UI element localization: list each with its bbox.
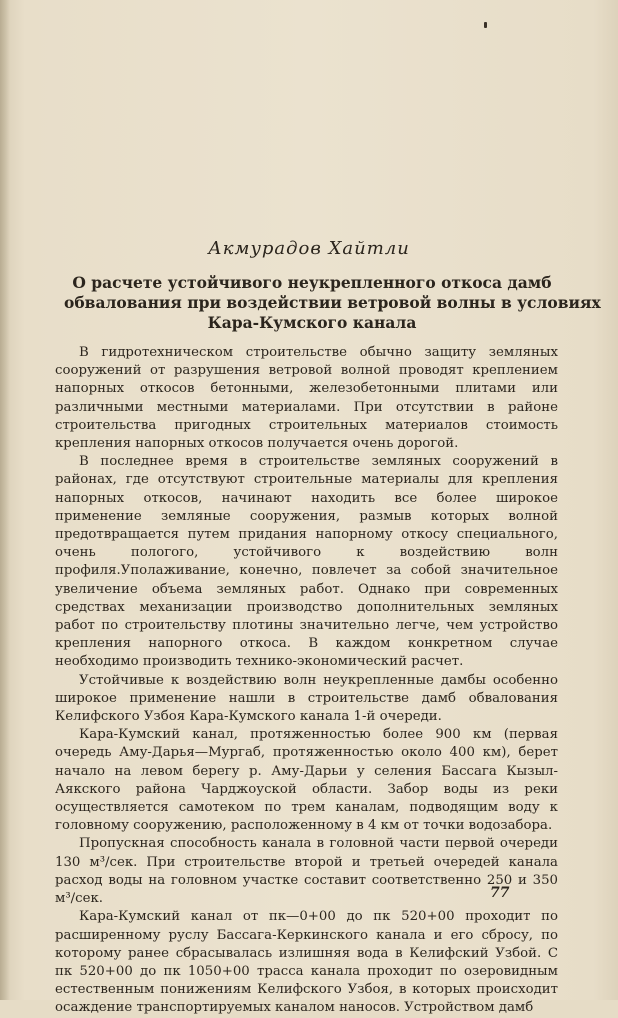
paragraph-2: В последнее время в строительстве земляных сооружений в районах, где отсутствуют строительные материалы для крепления напорных откосов, начинают находить все более широкое применение земляные сооружения, размыв которых волной предотвращается путем придания напорному откосу специального, очень пологого, устойчивого к воздействию волн профиля.Уполаживание, конечно, повлечет за собой значительное увеличение объема земляных работ. Однако при современных средствах механизации производство дополнительных земляных работ по строительству плотины значительно легче, чем устройство крепления напорного откоса. В каждом конкретном случае необходимо производить технико-экономический расчет.	[55, 454, 558, 670]
article-title	[64, 273, 601, 333]
ink-speck	[484, 22, 487, 28]
page-number: 77	[490, 885, 510, 901]
paragraph-5: Пропускная способность канала в головной части первой очереди 130 м³/сек. При строительстве второй и третьей очередей канала расход воды на головном участке составит соответственно 250 и 350 м³/сек.	[55, 836, 558, 907]
title-line-1: О расчете устойчивого неукрепленного откоса дамб	[72, 273, 552, 292]
paragraph-3: Устойчивые к воздействию волн неукрепленные дамбы особенно широкое применение нашли в строительстве дамб обвалования Келифского Узбоя Кара-Кумского канала 1-й очереди.	[55, 672, 558, 725]
title-line-3: Кара-Кумского канала	[207, 313, 417, 332]
title-line-2: обвалования при воздействии ветровой волны в условиях	[64, 293, 601, 312]
article-body	[55, 344, 558, 1018]
author-name: Акмурадов Хайтли	[208, 238, 410, 259]
page-spine-shadow	[0, 0, 10, 1000]
paragraph-4: Кара-Кумский канал, протяженностью более 900 км (первая очередь Аму-Дарья—Мургаб, протяженностью около 400 км), берет начало на левом берегу р. Аму-Дарьи у селения Бассага Кызыл-Аякского района Чарджоуской области. Забор воды из реки осуществляется самотеком по трем каналам, подводящим воду к головному сооружению, расположенному в 4 км от точки водозабора.	[55, 727, 558, 834]
paragraph-1: В гидротехническом строительстве обычно защиту земляных сооружений от разрушения ветровой волной проводят креплением напорных откосов бетонными, железобетонными плитами или различными местными материалами. При отсутствии в районе строительства пригодных строительных материалов стоимость крепления напорных откосов получается очень дорогой.	[55, 345, 558, 452]
paragraph-6: Кара-Кумский канал от пк—0+00 до пк 520+00 проходит по расширенному руслу Бассага-Керкинского канала и его сбросу, по которому ранее сбрасывалась излишняя вода в Келифский Узбой. С пк 520+00 до пк 1050+00 трасса канала проходит по озеровидным естественным понижениям Келифского Узбоя, в которых происходит осаждение транспортируемых каналом наносов. Устройством дамб	[55, 909, 558, 1016]
